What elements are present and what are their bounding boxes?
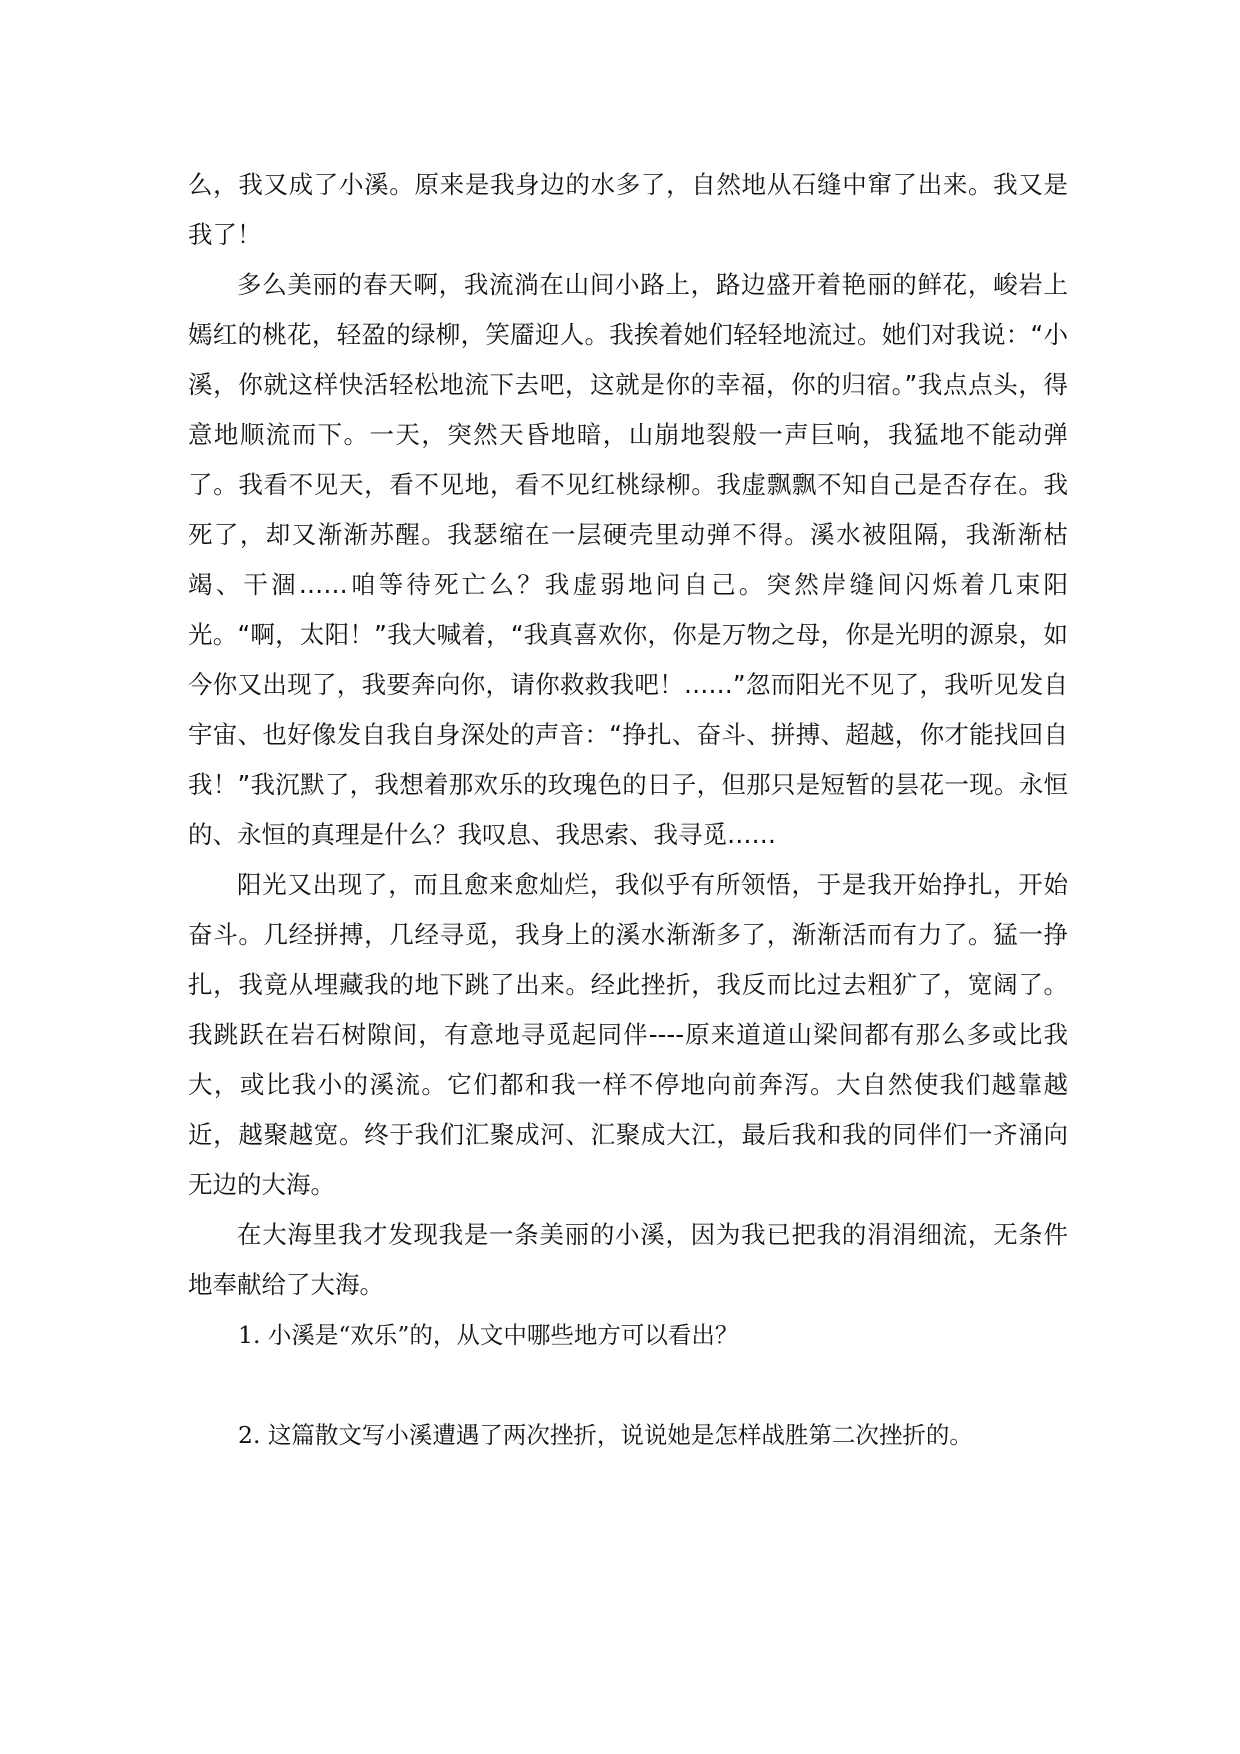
paragraph-spring: 多么美丽的春天啊，我流淌在山间小路上，路边盛开着艳丽的鲜花，峻岩上嫣红的桃花，轻盈的绿柳，笑靥迎人。我挨着她们轻轻地流过。她们对我说：“小溪，你就这样快活轻松地流下去吧，这就是你的幸福，你的归宿。”我点点头，得意地顺流而下。一天，突然天昏地暗，山崩地裂般一声巨响，我猛地不能动弹了。我看不见天，看不见地，看不见红桃绿柳。我虚飘飘不知自己是否存在。我死了，却又渐渐苏醒。我瑟缩在一层硬壳里动弹不得。溪水被阻隔，我渐渐枯竭、干涸……咱等待死亡么？我虚弱地问自己。突然岸缝间闪烁着几束阳光。“啊，太阳！”我大喊着，“我真喜欢你，你是万物之母，你是光明的源泉，如今你又出现了，我要奔向你，请你救救我吧！……”忽而阳光不见了，我听见发自宇宙、也好像发自我自身深处的声音：“挣扎、奋斗、拼搏、超越，你才能找回自我！”我沉默了，我想着那欢乐的玫瑰色的日子，但那只是短暂的昙花一现。永恒的、永恒的真理是什么？我叹息、我思索、我寻觅…… — [188, 270, 1068, 849]
paragraph-struggle: 阳光又出现了，而且愈来愈灿烂，我似乎有所领悟，于是我开始挣扎，开始奋斗。几经拼搏，几经寻觅，我身上的溪水渐渐多了，渐渐活而有力了。猛一挣扎，我竟从埋藏我的地下跳了出来。经此挫折，我反而比过去粗犷了，宽阔了。我跳跃在岩石树隙间，有意地寻觅起同伴----原来道道山梁间都有那么多或比我大，或比我小的溪流。它们都和我一样不停地向前奔泻。大自然使我们越靠越近，越聚越宽。终于我们汇聚成河、汇聚成大江，最后我和我的同伴们一齐涌向无边的大海。 — [188, 870, 1068, 1199]
paragraph-sea: 在大海里我才发现我是一条美丽的小溪，因为我已把我的涓涓细流，无条件地奉献给了大海。 — [188, 1220, 1068, 1299]
document-page — [188, 160, 1068, 1460]
question-2: 2. 这篇散文写小溪遭遇了两次挫折，说说她是怎样战胜第二次挫折的。 — [238, 1421, 973, 1449]
question-1: 1. 小溪是“欢乐”的，从文中哪些地方可以看出？ — [238, 1321, 739, 1349]
paragraph-continuation: 么，我又成了小溪。原来是我身边的水多了，自然地从石缝中窜了出来。我又是我了！ — [188, 170, 1068, 249]
